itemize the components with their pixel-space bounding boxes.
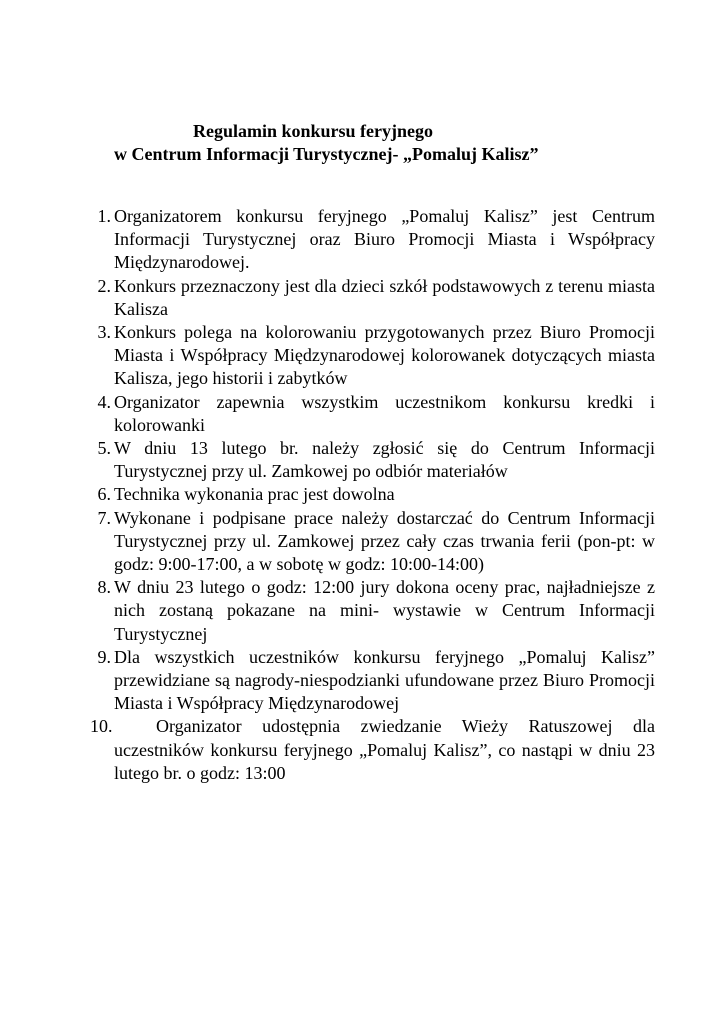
list-item [0, 437, 724, 483]
list-item-text: Technika wykonania prac jest dowolna [114, 484, 395, 505]
list-item [0, 275, 724, 321]
list-item [0, 321, 724, 391]
list-item-text: W dniu 23 lutego o godz: 12:00 jury dokona oceny prac, najładniejsze z nich zostaną pokazane na mini- wystawie w Centrum Informacji Turystycznej [114, 577, 655, 644]
list-item-number: 7. [97, 507, 111, 528]
list-item [0, 483, 724, 506]
list-item-text: Organizator udostępnia zwiedzanie Wieży Ratuszowej dla uczestników konkursu feryjnego „Pomaluj Kalisz”, co nastąpi w dniu 23 lutego br. o godz: 13:00 [114, 716, 655, 783]
list-item-number: 10. [90, 716, 113, 737]
list-item-number: 2. [97, 275, 111, 296]
list-item-number: 1. [97, 206, 111, 226]
list-item-number: 6. [97, 484, 111, 505]
list-item [0, 507, 724, 577]
list-item-text: W dniu 13 lutego br. należy zgłosić się do Centrum Informacji Turystycznej przy ul. Zamkowej po odbiór materiałów [114, 438, 655, 482]
document-title-line-1: Regulamin konkursu feryjnego [193, 121, 434, 141]
list-item [0, 391, 724, 437]
list-item-text: Dla wszystkich uczestników konkursu feryjnego „Pomaluj Kalisz” przewidziane są nagrody-niespodzianki ufundowane przez Biuro Promocji Miasta i Współpracy Międzynarodowej [114, 646, 655, 714]
list-item-number: 8. [97, 577, 111, 598]
list-item-text: Organizatorem konkursu feryjnego „Pomaluj Kalisz” jest Centrum Informacji Turystycznej oraz Biuro Promocji Miasta i Współpracy Międzynarodowej. [114, 206, 655, 273]
list-item-text: Wykonane i podpisane prace należy dostarczać do Centrum Informacji Turystycznej przy ul. Zamkowej przez cały czas trwania ferii (pon-pt: w godz: 9:00-17:00, a w sobotę w godz: 10:00-14:00) [114, 507, 655, 575]
list-item-text: Organizator zapewnia wszystkim uczestnikom konkursu kredki i kolorowanki [114, 391, 655, 435]
rules-list [0, 205, 724, 785]
list-item [0, 715, 724, 785]
list-item-text: Konkurs polega na kolorowaniu przygotowanych przez Biuro Promocji Miasta i Współpracy Międzynarodowej kolorowanek dotyczących miasta Kalisza, jego historii i zabytków [114, 322, 655, 389]
list-item [0, 576, 724, 646]
document-title-line-2: w Centrum Informacji Turystycznej- „Pomaluj Kalisz” [114, 144, 539, 164]
list-item-number: 9. [97, 646, 111, 667]
list-item-number: 4. [97, 391, 111, 412]
list-item [0, 205, 724, 275]
list-item-number: 3. [97, 322, 111, 343]
list-item-text: Konkurs przeznaczony jest dla dzieci szkół podstawowych z terenu miasta Kalisza [114, 275, 655, 319]
list-item-number: 5. [97, 438, 111, 459]
list-item [0, 646, 724, 716]
